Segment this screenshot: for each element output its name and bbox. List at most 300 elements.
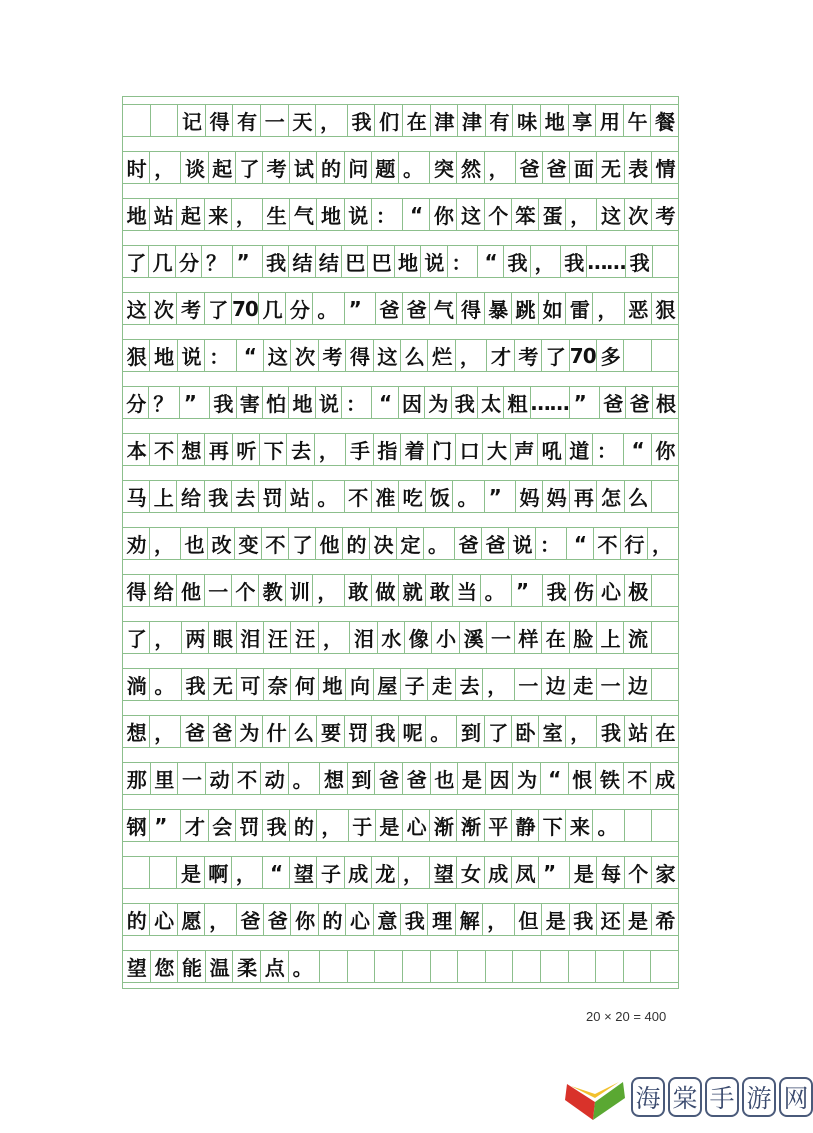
grid-cell: 的 bbox=[123, 904, 150, 935]
grid-cell: 门 bbox=[428, 434, 455, 465]
grid-cell: 了 bbox=[123, 622, 150, 653]
grid-cell bbox=[624, 951, 652, 982]
grid-cell: 时 bbox=[123, 152, 150, 183]
grid-cell: 爸 bbox=[209, 716, 236, 747]
grid-cell: 地 bbox=[289, 387, 315, 418]
grid-cell: ： bbox=[372, 199, 403, 230]
grid-row-cells bbox=[123, 386, 678, 419]
grid-row-cells bbox=[123, 621, 678, 654]
grid-cell: 几 bbox=[149, 246, 175, 277]
grid-cell: 钢 bbox=[123, 810, 150, 841]
grid-cell: 溪 bbox=[460, 622, 487, 653]
grid-cell: 声 bbox=[511, 434, 538, 465]
grid-cell bbox=[596, 951, 624, 982]
grid-cell: 么 bbox=[401, 340, 428, 371]
grid-cell: 他 bbox=[316, 528, 343, 559]
grid-cell: 你 bbox=[430, 199, 457, 230]
grid-cell: 再 bbox=[205, 434, 232, 465]
grid-cell: 望 bbox=[430, 857, 457, 888]
grid-cell: 笨 bbox=[512, 199, 539, 230]
grid-cell: 。 bbox=[313, 481, 344, 512]
grid-cell: 每 bbox=[597, 857, 624, 888]
grid-cell: 罚 bbox=[259, 481, 286, 512]
grid-cell: 敢 bbox=[426, 575, 453, 606]
grid-cell: 望 bbox=[123, 951, 151, 982]
grid-cell: 分 bbox=[123, 387, 149, 418]
grid-cell: 我 bbox=[210, 387, 236, 418]
grid-cell: 得 bbox=[123, 575, 150, 606]
grid-cell: 蛋 bbox=[539, 199, 566, 230]
grid-cell: 。 bbox=[289, 763, 321, 794]
grid-cell: ” bbox=[345, 293, 376, 324]
grid-cell: 我 bbox=[504, 246, 530, 277]
grid-cell bbox=[403, 951, 431, 982]
grid-cell: 望 bbox=[290, 857, 317, 888]
grid-cell: 下 bbox=[539, 810, 566, 841]
grid-cell: 卧 bbox=[512, 716, 539, 747]
grid-cell: 给 bbox=[177, 481, 204, 512]
grid-cell: 点 bbox=[261, 951, 289, 982]
grid-cell: 伤 bbox=[570, 575, 597, 606]
grid-cell: 爸 bbox=[181, 716, 208, 747]
grid-cell: 我 bbox=[263, 810, 290, 841]
grid-cell: 理 bbox=[428, 904, 455, 935]
grid-cell: 定 bbox=[397, 528, 424, 559]
grid-row-cells bbox=[123, 950, 678, 983]
grid-cell: ” bbox=[512, 575, 543, 606]
grid-cell: 泪 bbox=[237, 622, 264, 653]
grid-cell: 于 bbox=[349, 810, 376, 841]
grid-cell: 一 bbox=[597, 669, 624, 700]
grid-row-cells bbox=[123, 433, 678, 466]
grid-cell: 平 bbox=[485, 810, 512, 841]
grid-cell: “ bbox=[624, 434, 651, 465]
grid-cell: 个 bbox=[485, 199, 512, 230]
grid-cell: 渐 bbox=[457, 810, 484, 841]
grid-cell: 了 bbox=[205, 293, 232, 324]
grid-cell: 不 bbox=[345, 481, 372, 512]
grid-cell: 想 bbox=[178, 434, 205, 465]
grid-cell: ， bbox=[485, 152, 516, 183]
grid-cell: 脸 bbox=[570, 622, 597, 653]
grid-cell: 然 bbox=[457, 152, 484, 183]
grid-cell: 流 bbox=[624, 622, 651, 653]
grid-cell: ， bbox=[483, 669, 514, 700]
grid-cell: 如 bbox=[539, 293, 566, 324]
grid-cell: 做 bbox=[372, 575, 399, 606]
grid-cell: 小 bbox=[432, 622, 459, 653]
grid-cell: ， bbox=[399, 857, 430, 888]
grid-cell: 不 bbox=[150, 434, 177, 465]
grid-cell: 听 bbox=[233, 434, 260, 465]
grid-row-cells bbox=[123, 668, 678, 701]
grid-cell: “ bbox=[478, 246, 504, 277]
grid-cell: 站 bbox=[150, 199, 177, 230]
grid-cell: 次 bbox=[150, 293, 177, 324]
grid-cell bbox=[653, 246, 678, 277]
grid-cell: ， bbox=[232, 857, 263, 888]
grid-cell: 为 bbox=[513, 763, 541, 794]
grid-cell: 用 bbox=[596, 105, 624, 136]
grid-row-cells bbox=[123, 339, 678, 372]
grid-cell: ， bbox=[313, 575, 344, 606]
grid-cell: 一 bbox=[261, 105, 289, 136]
grid-cell: ， bbox=[205, 904, 236, 935]
grid-cell: 个 bbox=[625, 857, 652, 888]
grid-cell: 我 bbox=[452, 387, 478, 418]
grid-cell: ： bbox=[205, 340, 236, 371]
grid-cell: 70 bbox=[232, 293, 259, 324]
grid-cell: 上 bbox=[597, 622, 624, 653]
grid-cell: 心 bbox=[597, 575, 624, 606]
grid-cell: 吼 bbox=[538, 434, 565, 465]
grid-cell: 考 bbox=[319, 340, 346, 371]
grid-cell: “ bbox=[403, 199, 430, 230]
grid-cell: 当 bbox=[453, 575, 480, 606]
grid-cell: 得 bbox=[346, 340, 373, 371]
grid-cell: ， bbox=[317, 810, 348, 841]
grid-cell: 变 bbox=[235, 528, 262, 559]
grid-cell: 不 bbox=[262, 528, 289, 559]
grid-cell: 狠 bbox=[123, 340, 150, 371]
grid-cell: 起 bbox=[177, 199, 204, 230]
grid-cell: 恨 bbox=[569, 763, 597, 794]
grid-cell: 70 bbox=[570, 340, 597, 371]
grid-cell: 么 bbox=[625, 481, 652, 512]
grid-cell bbox=[541, 951, 569, 982]
grid-cell: 何 bbox=[291, 669, 318, 700]
grid-cell: 行 bbox=[621, 528, 648, 559]
grid-cell: 这 bbox=[457, 199, 484, 230]
grid-cell: 因 bbox=[399, 387, 425, 418]
grid-cell: 解 bbox=[456, 904, 483, 935]
grid-cell: “ bbox=[541, 763, 569, 794]
grid-cell: 是 bbox=[542, 904, 569, 935]
grid-cell: 爸 bbox=[626, 387, 652, 418]
grid-cell: “ bbox=[567, 528, 594, 559]
grid-cell: 分 bbox=[286, 293, 313, 324]
grid-cell: 家 bbox=[655, 862, 675, 886]
grid-row-cells bbox=[123, 856, 678, 889]
grid-cell: 但 bbox=[515, 904, 542, 935]
grid-cell: 您 bbox=[151, 951, 179, 982]
grid-cell: 次 bbox=[291, 340, 318, 371]
grid-cell: 教 bbox=[259, 575, 286, 606]
grid-cell: ， bbox=[531, 246, 561, 277]
grid-cell: 再 bbox=[570, 481, 597, 512]
grid-cell: 津 bbox=[458, 105, 486, 136]
grid-cell: …… bbox=[587, 246, 626, 277]
grid-cell: 记 bbox=[178, 105, 206, 136]
grid-cell: 了 bbox=[542, 340, 569, 371]
grid-cell: 汪 bbox=[291, 622, 318, 653]
grid-cell: 的 bbox=[343, 528, 370, 559]
grid-cell: 天 bbox=[289, 105, 317, 136]
grid-cell: 手 bbox=[346, 434, 373, 465]
grid-cell: ， bbox=[483, 904, 514, 935]
grid-cell: 为 bbox=[425, 387, 451, 418]
grid-row-cells bbox=[123, 903, 678, 936]
grid-cell: ： bbox=[448, 246, 478, 277]
grid-cell: 题 bbox=[372, 152, 399, 183]
grid-cell: 才 bbox=[181, 810, 208, 841]
grid-cell: 边 bbox=[624, 669, 651, 700]
grid-cell bbox=[569, 951, 597, 982]
grid-cell: ， bbox=[316, 105, 348, 136]
grid-cell: 是 bbox=[624, 904, 651, 935]
grid-cell: ： bbox=[593, 434, 624, 465]
grid-cell: 爸 bbox=[600, 387, 626, 418]
grid-cell: 本 bbox=[123, 434, 150, 465]
grid-cell: 一 bbox=[515, 669, 542, 700]
grid-cell: 雷 bbox=[566, 293, 593, 324]
grid-cell: ” bbox=[539, 857, 570, 888]
logo-char: 手 bbox=[705, 1077, 739, 1117]
grid-cell: 。 bbox=[593, 810, 624, 841]
grid-cell: 大 bbox=[483, 434, 510, 465]
grid-cell: 生 bbox=[263, 199, 290, 230]
grid-cell: 也 bbox=[431, 763, 459, 794]
logo-text bbox=[631, 1077, 813, 1117]
grid-cell: 一 bbox=[178, 763, 206, 794]
grid-cell: ， bbox=[652, 533, 671, 557]
grid-cell: 淌 bbox=[123, 669, 150, 700]
grid-row-cells bbox=[123, 762, 678, 795]
grid-cell: 这 bbox=[123, 293, 150, 324]
grid-cell: …… bbox=[531, 387, 570, 418]
grid-cell: 决 bbox=[370, 528, 397, 559]
grid-cell: 意 bbox=[374, 904, 401, 935]
grid-cell: 会 bbox=[209, 810, 236, 841]
grid-cell: 了 bbox=[236, 152, 263, 183]
grid-cell: 边 bbox=[542, 669, 569, 700]
grid-cell: 着 bbox=[401, 434, 428, 465]
grid-cell: 给 bbox=[150, 575, 177, 606]
grid-cell: 凤 bbox=[512, 857, 539, 888]
grid-cell: 爸 bbox=[376, 293, 403, 324]
grid-cell: 向 bbox=[346, 669, 373, 700]
grid-cell: 水 bbox=[378, 622, 405, 653]
grid-cell: 奈 bbox=[264, 669, 291, 700]
grid-cell: ” bbox=[570, 387, 600, 418]
grid-cell: 爸 bbox=[237, 904, 264, 935]
grid-cell: 我 bbox=[543, 575, 570, 606]
grid-cell: 得 bbox=[206, 105, 234, 136]
grid-cell: 成 bbox=[345, 857, 372, 888]
grid-cell: 个 bbox=[232, 575, 259, 606]
grid-cell: 眼 bbox=[209, 622, 236, 653]
grid-cell: 就 bbox=[399, 575, 426, 606]
grid-row-cells bbox=[123, 527, 678, 560]
grid-cell: ？ bbox=[202, 246, 232, 277]
grid-cell bbox=[123, 857, 150, 888]
grid-cell: 站 bbox=[286, 481, 313, 512]
grid-cell: 马 bbox=[123, 481, 150, 512]
grid-cell: 心 bbox=[403, 810, 430, 841]
grid-cell bbox=[513, 951, 541, 982]
grid-cell: 突 bbox=[430, 152, 457, 183]
grid-cell bbox=[486, 951, 514, 982]
grid-cell: 地 bbox=[317, 199, 344, 230]
grid-cell: 说 bbox=[178, 340, 205, 371]
grid-cell: 不 bbox=[624, 763, 652, 794]
grid-cell: 爸 bbox=[264, 904, 291, 935]
grid-cell: 我 bbox=[182, 669, 209, 700]
grid-cell: 根 bbox=[655, 392, 675, 416]
grid-cell bbox=[624, 340, 651, 371]
grid-cell: 动 bbox=[261, 763, 289, 794]
grid-cell: ， bbox=[232, 199, 263, 230]
grid-cell bbox=[458, 951, 486, 982]
grid-cell: ， bbox=[150, 528, 181, 559]
grid-cell: 我 bbox=[570, 904, 597, 935]
grid-cell: 一 bbox=[487, 622, 514, 653]
grid-cell: 为 bbox=[236, 716, 263, 747]
logo-char: 网 bbox=[779, 1077, 813, 1117]
grid-cell: 的 bbox=[317, 152, 344, 183]
grid-cell: 不 bbox=[233, 763, 261, 794]
grid-cell bbox=[652, 575, 678, 606]
grid-cell: 愿 bbox=[178, 904, 205, 935]
grid-cell: 去 bbox=[287, 434, 314, 465]
logo-char: 棠 bbox=[668, 1077, 702, 1117]
logo-char: 游 bbox=[742, 1077, 776, 1117]
grid-cell bbox=[652, 669, 678, 700]
grid-cell: 得 bbox=[457, 293, 484, 324]
grid-cell: 地 bbox=[150, 340, 177, 371]
grid-cell: 。 bbox=[313, 293, 344, 324]
grid-cell: 爸 bbox=[375, 763, 403, 794]
grid-cell: 我 bbox=[372, 716, 399, 747]
grid-cell: 罚 bbox=[345, 716, 372, 747]
grid-row-cells bbox=[123, 245, 678, 278]
grid-cell bbox=[375, 951, 403, 982]
grid-cell: 。 bbox=[424, 528, 455, 559]
grid-row-cells bbox=[123, 198, 678, 231]
grid-cell: 是 bbox=[177, 857, 204, 888]
grid-cell: 说 bbox=[316, 387, 342, 418]
grid-cell: 泪 bbox=[350, 622, 377, 653]
grid-cell: ？ bbox=[149, 387, 179, 418]
grid-cell: 我 bbox=[626, 246, 652, 277]
grid-cell: 巴 bbox=[342, 246, 368, 277]
grid-cell: 两 bbox=[182, 622, 209, 653]
grid-cell: 是 bbox=[458, 763, 486, 794]
grid-cell bbox=[652, 622, 678, 653]
grid-cell: 暴 bbox=[485, 293, 512, 324]
grid-cell: 了 bbox=[289, 528, 316, 559]
grid-cell bbox=[652, 481, 678, 512]
grid-cell: 爸 bbox=[403, 293, 430, 324]
grid-cell: 我 bbox=[561, 246, 587, 277]
book-logo-icon bbox=[565, 1076, 627, 1122]
grid-cell: 屋 bbox=[374, 669, 401, 700]
grid-cell: 说 bbox=[421, 246, 447, 277]
grid-cell: 问 bbox=[345, 152, 372, 183]
grid-cell: 这 bbox=[597, 199, 624, 230]
grid-cell: 表 bbox=[625, 152, 652, 183]
grid-cell: 烂 bbox=[428, 340, 455, 371]
grid-cell: 呢 bbox=[399, 716, 426, 747]
grid-cell: ， bbox=[456, 340, 487, 371]
grid-cell: 巴 bbox=[368, 246, 394, 277]
grid-cell: 我 bbox=[205, 481, 232, 512]
grid-cell bbox=[348, 951, 376, 982]
grid-cell: 害 bbox=[237, 387, 263, 418]
grid-cell: 地 bbox=[319, 669, 346, 700]
grid-row-cells bbox=[123, 151, 678, 184]
grid-cell: 我 bbox=[597, 716, 624, 747]
grid-cell bbox=[123, 105, 151, 136]
grid-cell: “ bbox=[263, 857, 290, 888]
grid-row-cells bbox=[123, 480, 678, 513]
grid-cell: 谈 bbox=[181, 152, 208, 183]
grid-row-cells bbox=[123, 104, 678, 137]
grid-cell: 。 bbox=[289, 951, 321, 982]
grid-cell: 的 bbox=[319, 904, 346, 935]
grid-cell: ， bbox=[315, 434, 346, 465]
grid-cell: 吃 bbox=[399, 481, 426, 512]
grid-cell: ， bbox=[150, 716, 181, 747]
grid-cell: 。 bbox=[426, 716, 457, 747]
grid-cell: 来 bbox=[205, 199, 232, 230]
grid-cell: 站 bbox=[625, 716, 652, 747]
grid-cell: 次 bbox=[625, 199, 652, 230]
grid-cell: 饭 bbox=[426, 481, 453, 512]
grid-cell: 啊 bbox=[205, 857, 232, 888]
grid-cell: 面 bbox=[570, 152, 597, 183]
grid-cell: 指 bbox=[374, 434, 401, 465]
grid-cell: 粗 bbox=[504, 387, 530, 418]
grid-size-caption: 20 × 20 = 400 bbox=[586, 1009, 667, 1024]
grid-cell: 走 bbox=[428, 669, 455, 700]
grid-cell bbox=[151, 105, 179, 136]
grid-cell: 地 bbox=[123, 199, 150, 230]
grid-cell: 要 bbox=[317, 716, 344, 747]
grid-cell: 样 bbox=[515, 622, 542, 653]
grid-cell: 考 bbox=[263, 152, 290, 183]
grid-cell: 一 bbox=[205, 575, 232, 606]
grid-cell: 恶 bbox=[625, 293, 652, 324]
grid-cell: 爸 bbox=[516, 152, 543, 183]
grid-cell: 静 bbox=[512, 810, 539, 841]
grid-cell: 分 bbox=[176, 246, 202, 277]
grid-row-cells bbox=[123, 574, 678, 607]
grid-cell: 说 bbox=[345, 199, 372, 230]
grid-cell: 柔 bbox=[233, 951, 261, 982]
grid-cell: 。 bbox=[481, 575, 512, 606]
grid-cell: 结 bbox=[289, 246, 315, 277]
grid-cell: 气 bbox=[290, 199, 317, 230]
grid-cell: 在 bbox=[542, 622, 569, 653]
grid-cell: 子 bbox=[401, 669, 428, 700]
grid-cell: 。 bbox=[150, 669, 181, 700]
grid-cell: 爸 bbox=[543, 152, 570, 183]
grid-cell: 还 bbox=[597, 904, 624, 935]
grid-row-cells bbox=[123, 292, 678, 325]
grid-cell: 女 bbox=[457, 857, 484, 888]
grid-cell: 才 bbox=[487, 340, 514, 371]
grid-cell: 去 bbox=[456, 669, 483, 700]
grid-cell: 爸 bbox=[455, 528, 482, 559]
grid-cell: 结 bbox=[316, 246, 342, 277]
grid-cell: ， bbox=[150, 622, 181, 653]
grid-cell bbox=[150, 857, 177, 888]
grid-cell: 极 bbox=[625, 575, 652, 606]
grid-cell: 你 bbox=[655, 439, 675, 463]
grid-cell: 我 bbox=[401, 904, 428, 935]
grid-cell: 在 bbox=[403, 105, 431, 136]
